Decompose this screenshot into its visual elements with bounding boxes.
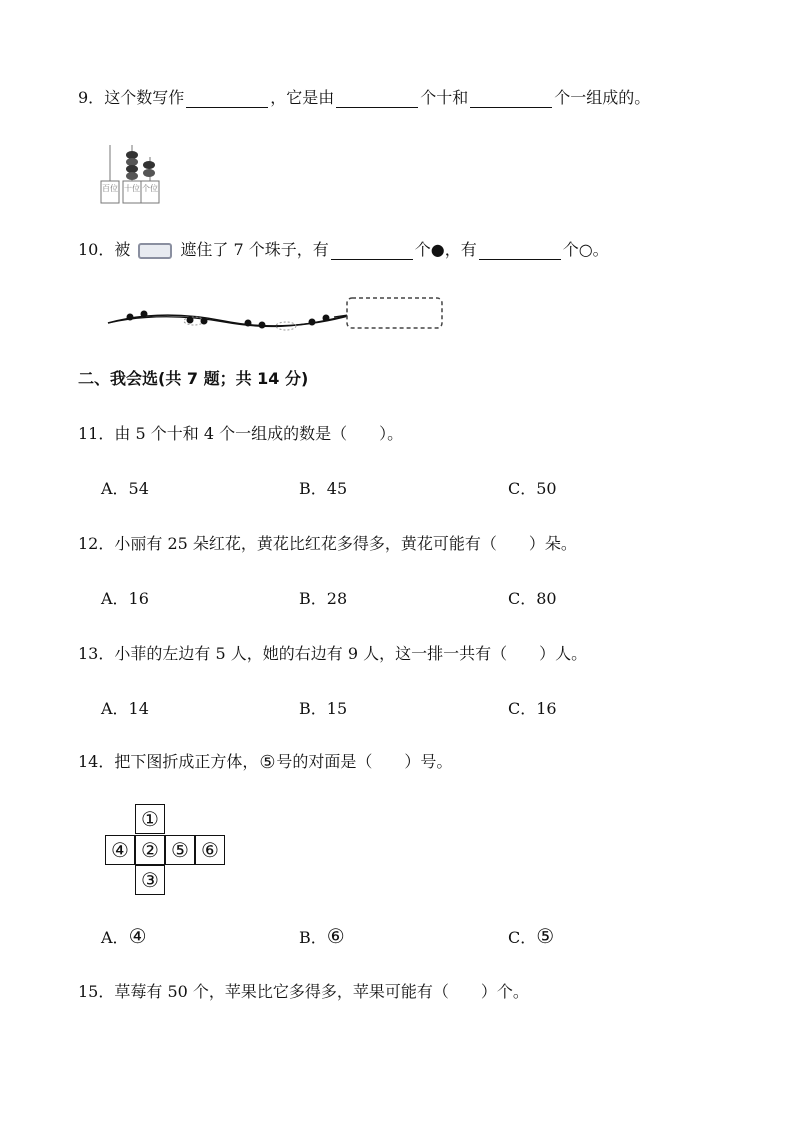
net-cell: ③ bbox=[135, 865, 165, 895]
question-number: 9． bbox=[78, 88, 105, 107]
net-cell: ① bbox=[135, 804, 165, 834]
option-c[interactable]: C．50 bbox=[508, 479, 557, 498]
answer-blank[interactable] bbox=[331, 243, 413, 260]
net-cell: ⑥ bbox=[195, 835, 225, 865]
question-9: 9．这个数写作 ，它是由 个十和 个一组成的。 bbox=[78, 88, 651, 107]
net-cell: ⑤ bbox=[165, 835, 195, 865]
question-15: 15．草莓有 50 个，苹果比它多得多，苹果可能有（ ）个。 bbox=[78, 982, 529, 1001]
question-13: 13．小菲的左边有 5 人，她的右边有 9 人，这一排一共有（ ）人。 bbox=[78, 644, 588, 663]
answer-blank[interactable] bbox=[336, 91, 418, 108]
option-a[interactable]: A．54 bbox=[101, 479, 149, 498]
bead bbox=[309, 319, 316, 326]
circled-four-icon: ④ bbox=[128, 924, 147, 948]
abacus-label: 百位 bbox=[102, 184, 118, 193]
question-11: 11．由 5 个十和 4 个一组成的数是（ ）。 bbox=[78, 424, 404, 443]
bead-string-figure bbox=[104, 295, 454, 339]
abacus-figure bbox=[100, 143, 164, 205]
bead bbox=[127, 314, 134, 321]
bead bbox=[141, 311, 148, 318]
cover-box-icon bbox=[138, 243, 172, 259]
answer-blank[interactable] bbox=[470, 91, 552, 108]
question-number: 13． bbox=[78, 644, 115, 663]
option-b[interactable]: B．15 bbox=[299, 699, 348, 718]
question-number: 10． bbox=[78, 240, 115, 259]
bead bbox=[323, 315, 330, 322]
option-a[interactable]: A．④ bbox=[101, 924, 147, 948]
question-number: 14． bbox=[78, 752, 115, 771]
bead bbox=[245, 320, 252, 327]
circled-five-icon: ⑤ bbox=[259, 751, 276, 773]
option-b[interactable]: B．45 bbox=[299, 479, 348, 498]
abacus-bead bbox=[126, 158, 138, 166]
option-a[interactable]: A．14 bbox=[101, 699, 149, 718]
abacus-bead bbox=[143, 169, 155, 177]
cube-net bbox=[104, 804, 228, 896]
option-b[interactable]: B．⑥ bbox=[299, 924, 345, 948]
bead bbox=[187, 317, 194, 324]
circled-five-icon: ⑤ bbox=[536, 924, 555, 948]
answer-blank[interactable] bbox=[186, 91, 268, 108]
option-c[interactable]: C．16 bbox=[508, 699, 557, 718]
question-12: 12．小丽有 25 朵红花，黄花比红花多得多，黄花可能有（ ）朵。 bbox=[78, 534, 577, 553]
question-number: 12． bbox=[78, 534, 115, 553]
abacus-bead bbox=[126, 172, 138, 180]
question-number: 15． bbox=[78, 982, 115, 1001]
abacus-bead bbox=[126, 165, 138, 173]
cover-box bbox=[347, 298, 442, 328]
option-c[interactable]: C．⑤ bbox=[508, 924, 555, 948]
net-cell: ④ bbox=[105, 835, 135, 865]
question-10: 10．被 遮住了 7 个珠子，有 个●，有 个○。 bbox=[78, 240, 609, 259]
question-number: 11． bbox=[78, 424, 115, 443]
answer-blank[interactable] bbox=[479, 243, 561, 260]
abacus-bead bbox=[143, 161, 155, 169]
abacus-bead bbox=[126, 151, 138, 159]
circled-six-icon: ⑥ bbox=[326, 924, 345, 948]
question-14: 14．把下图折成正方体，⑤号的对面是（ ）号。 bbox=[78, 751, 453, 773]
option-a[interactable]: A．16 bbox=[101, 589, 149, 608]
bead bbox=[259, 322, 266, 329]
bead bbox=[201, 318, 208, 325]
option-c[interactable]: C．80 bbox=[508, 589, 557, 608]
net-cell: ② bbox=[135, 835, 165, 865]
abacus-label: 十位 bbox=[124, 184, 140, 193]
option-b[interactable]: B．28 bbox=[299, 589, 348, 608]
section-title: 二、我会选(共 7 题；共 14 分) bbox=[78, 369, 309, 388]
abacus-label: 个位 bbox=[142, 184, 158, 193]
